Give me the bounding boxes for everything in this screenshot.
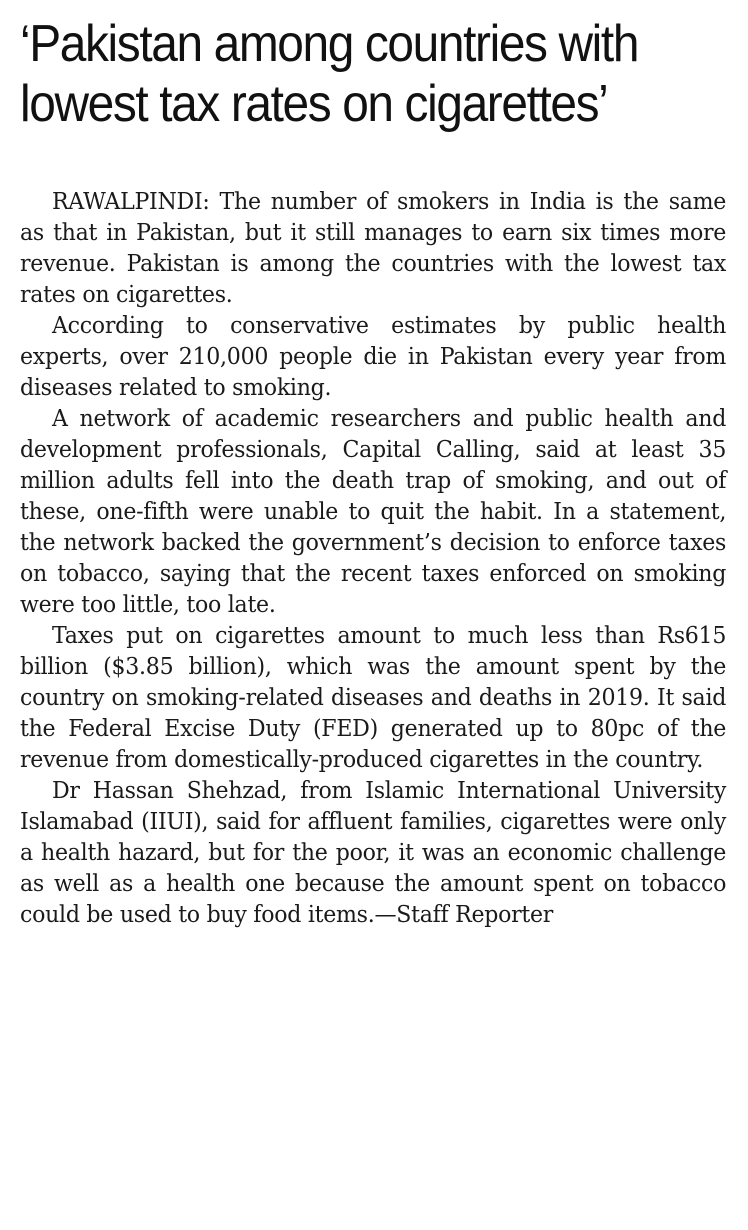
- paragraph-capital-calling: A network of academic researchers and public health and development professionals, Capital Calling, said at least 35 million adults fell into the death trap of smoking, and out of these, one-fifth were unable to quit the habit. In a statement, the network backed the government’s decision to enforce taxes on tobacco, saying that the recent taxes enforced on smoking were too little, too late.: [20, 404, 727, 618]
- paragraph-iiui-quote: Dr Hassan Shehzad, from Islamic International University Islamabad (IIUI), said for affluent families, cigarettes were only a health hazard, but for the poor, it was an economic challenge as well as a health one because the amount spent on tobacco could be used to buy food items.—Staff Reporter: [20, 776, 727, 928]
- headline: ‘Pakistan among countries with lowest tax rates on cigarettes’: [20, 15, 639, 133]
- paragraph-intro: RAWALPINDI: The number of smokers in India is the same as that in Pakistan, but it still manages to earn six times more revenue. Pakistan is among the countries with the lowest tax rates on cigarettes.: [20, 187, 727, 308]
- paragraph-estimates: According to conservative estimates by public health experts, over 210,000 people die in Pakistan every year from diseases related to smoking.: [20, 311, 727, 401]
- article-body: [20, 186, 726, 930]
- paragraph-taxes: Taxes put on cigarettes amount to much less than Rs615 billion ($3.85 billion), which was the amount spent by the country on smoking-related diseases and deaths in 2019. It said the Federal Excise Duty (FED) generated up to 80pc of the revenue from domestically-produced cigarettes in the country.: [20, 621, 727, 773]
- news-article: [20, 14, 726, 930]
